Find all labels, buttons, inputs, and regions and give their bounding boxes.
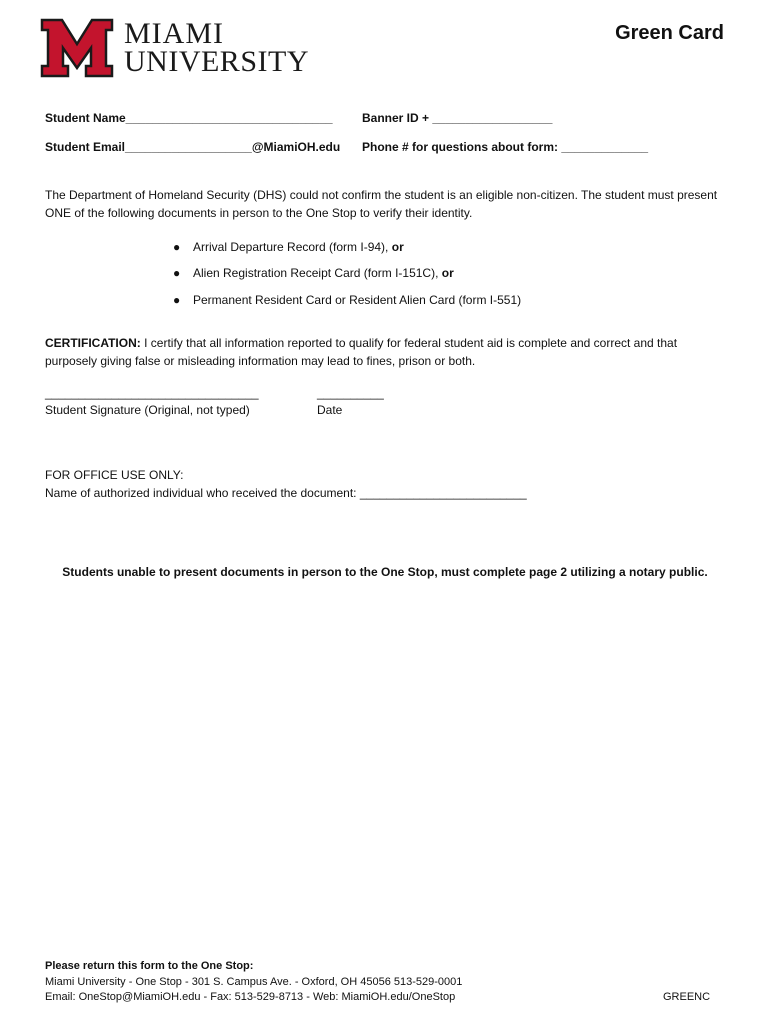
student-name-field[interactable]: Student Name_______________________________ [45,111,333,125]
certification-paragraph [45,334,730,370]
bullet-icon: ● [173,293,181,307]
list-item [173,266,454,280]
signature-label: Student Signature (Original, not typed) [45,403,250,417]
certification-text: I certify that all information reported to qualify for federal student aid is complete and correct and that purposely giving false or misleading information may lead to fines, prison or both. [45,336,678,368]
bullet-text: Permanent Resident Card or Resident Alien Card (form I-551) [193,293,522,307]
miami-m-logo-icon [40,18,114,78]
bullet-suffix: or [441,266,454,280]
phone-field[interactable]: Phone # for questions about form: _____________ [362,140,649,154]
footer [45,959,462,1006]
bullet-icon: ● [173,266,181,280]
form-title: Green Card [615,22,724,44]
certification-label: CERTIFICATION: [45,336,141,350]
footer-address: Miami University - One Stop - 301 S. Campus Ave. - Oxford, OH 45056 513-529-0001 [45,975,463,988]
list-item [173,240,404,254]
university-wordmark [124,17,309,78]
logo-line-2: UNIVERSITY [124,45,309,78]
bullet-icon: ● [173,240,181,254]
list-item [173,293,522,307]
bullet-suffix: or [391,240,404,254]
date-line[interactable]: __________ [317,386,384,400]
banner-id-field[interactable]: Banner ID + __________________ [362,111,553,125]
office-use-heading: FOR OFFICE USE ONLY: [45,468,184,482]
bullet-text: Alien Registration Receipt Card (form I-151C), [193,266,442,280]
form-code: GREENC [663,991,711,1003]
bullet-text: Arrival Departure Record (form I-94), [193,240,392,254]
notary-notice: Students unable to present documents in person to the One Stop, must complete page 2 utilizing a notary public. [62,565,708,579]
footer-heading: Please return this form to the One Stop: [45,960,254,972]
logo-line-1: MIAMI [124,17,224,50]
footer-contact: Email: OneStop@MiamiOH.edu - Fax: 513-529-8713 - Web: MiamiOH.edu/OneStop [45,991,456,1003]
date-label: Date [317,403,343,417]
intro-paragraph: The Department of Homeland Security (DHS) could not confirm the student is an eligible non-citizen. The student must present ONE of the following documents in person to the One Stop to verify their identity. [45,188,718,220]
signature-line[interactable]: ________________________________ [45,386,259,400]
office-use-field[interactable]: Name of authorized individual who received the document: _________________________ [45,486,527,500]
student-email-field[interactable]: Student Email___________________@MiamiOH.edu [45,140,341,154]
